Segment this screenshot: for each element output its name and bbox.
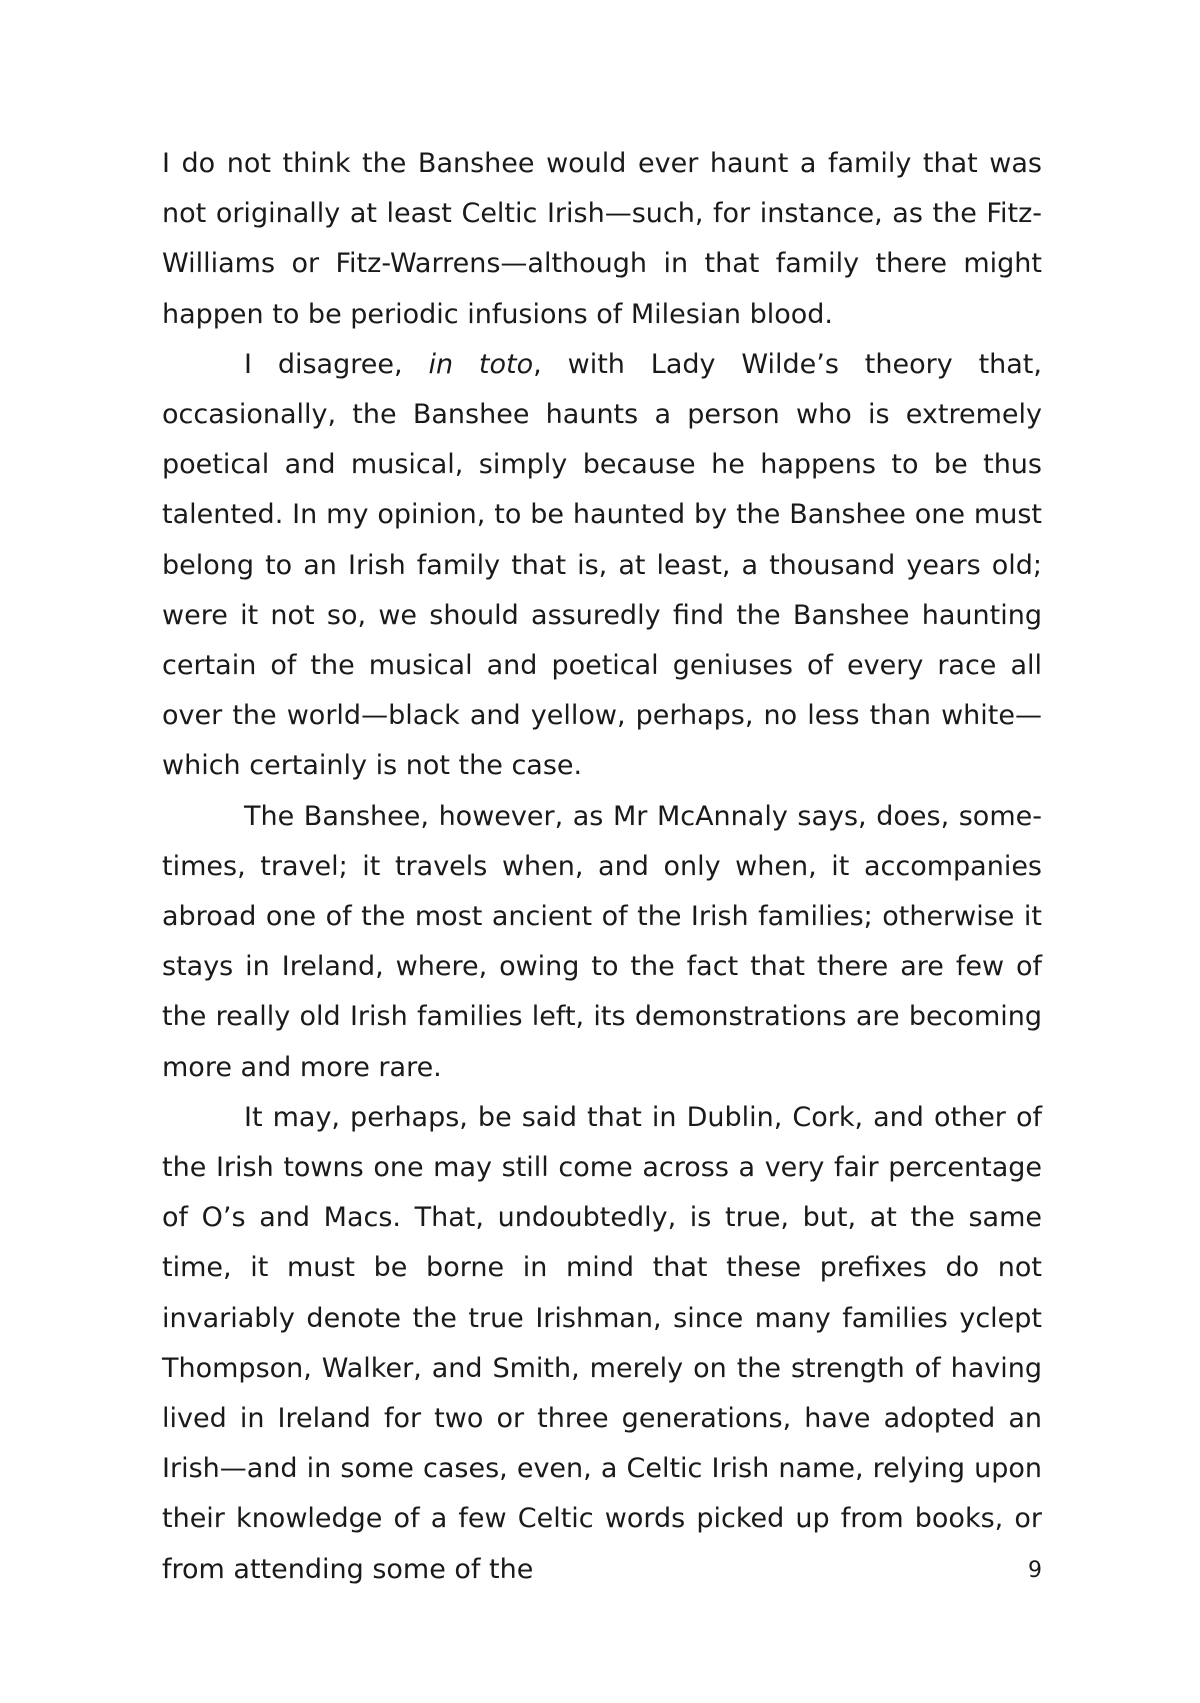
page-number: 9 <box>1028 1558 1042 1583</box>
paragraph-2-text-start: I disagree, <box>244 348 429 380</box>
paragraph-1 <box>162 139 1042 340</box>
paragraph-3 <box>162 792 1042 1093</box>
paragraph-4 <box>162 1093 1042 1595</box>
paragraph-2 <box>162 340 1042 792</box>
paragraph-1-text: I do not think the Banshee would ever haunt a family that was not originally at least Celtic Irish—such, for instance, as the Fitz-Williams or Fitz-Warrens—although in that family there might happen to be periodic infusions of Milesian blood. <box>162 148 1042 330</box>
paragraph-4-text: It may, perhaps, be said that in Dublin, Cork, and other of the Irish towns one may still come across a very fair percentage of O’s and Macs. That, undoubtedly, is true, but, at the same time, it must be borne in mind that these prefixes do not invariably denote the true Irishman, since many families yclept Thompson, Walker, and Smith, merely on the strength of having lived in Ireland for two or three generations, have adopted an Irish—and in some cases, even, a Celtic Irish name, relying upon their knowledge of a few Celtic words picked up from books, or from attending some of the <box>162 1101 1042 1585</box>
body-text <box>162 139 1042 1595</box>
paragraph-2-emphasis: in toto <box>428 348 534 380</box>
paragraph-3-text: The Banshee, however, as Mr McAnnaly says, does, sometimes, travel; it travels when, and only when, it accompanies abroad one of the most ancient of the Irish families; otherwise it stays in Ireland, where, owing to the fact that there are few of the really old Irish families left, its demonstrations are becoming more and more rare. <box>162 800 1042 1083</box>
paragraph-2-text-end: , with Lady Wilde’s theory that, occasionally, the Banshee haunts a person who is extremely poetical and musical, simply because he happens to be thus talented. In my opinion, to be haunted by the Banshee one must belong to an Irish family that is, at least, a thousand years old; were it not so, we should assuredly find the Banshee haunting certain of the musical and poetical geniuses of every race all over the world—black and yellow, perhaps, no less than white—which certainly is not the case. <box>162 348 1042 782</box>
